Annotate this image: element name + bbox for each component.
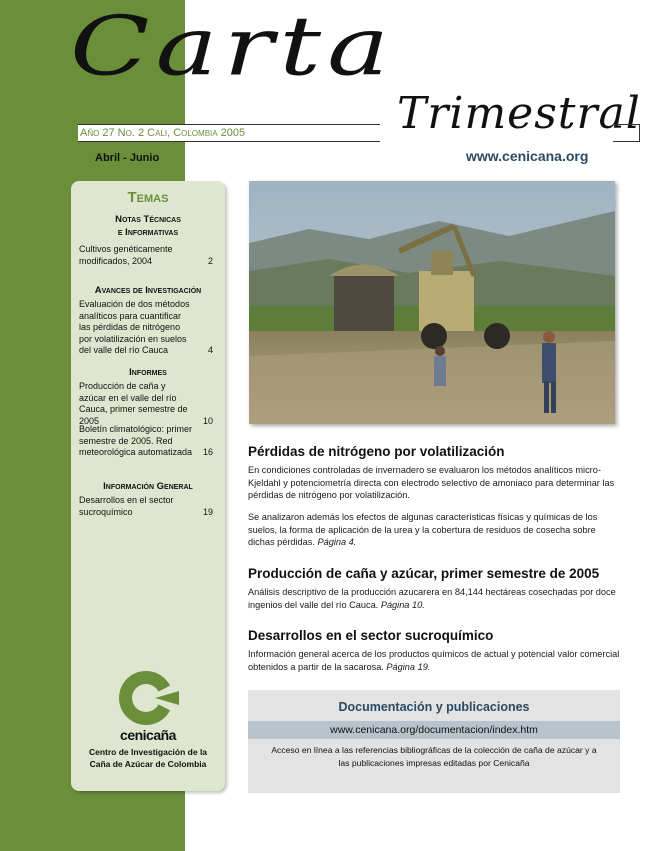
- article-title: Producción de caña y azúcar, primer semestre de 2005: [248, 566, 600, 581]
- toc-item[interactable]: [79, 424, 219, 459]
- documentation-box: [248, 690, 620, 793]
- toc-item-text: Producción de caña y azúcar en el valle del río Cauca, primer semestre de 2005: [79, 381, 188, 426]
- article-paragraph-text: Información general acerca de los productos químicos de actual y potencial valor comercial obtenidos a partir de la sacarosa.: [248, 649, 620, 672]
- article-paragraph-text: Análisis descriptivo de la producción azucarera en 84,144 hectáreas cosechadas por doce ingenios del valle del río Cauca.: [248, 587, 616, 610]
- article-page-ref[interactable]: Página 19.: [386, 661, 431, 672]
- toc-item-text: Desarrollos en el sector sucroquímico: [79, 495, 174, 517]
- toc-item-page: 16: [202, 447, 213, 457]
- article-paragraph-text: Se analizaron además los efectos de algunas características físicas y químicas de los suelos, la forma de aplicación de la urea y la cobertura de residuos de cosecha sobre dichas pérdidas.: [248, 512, 598, 547]
- issue-line: Año 27 No. 2 Cali, Colombia 2005: [78, 124, 380, 142]
- toc-item-text: Boletín climatológico: primer semestre de 2005. Red meteorológica automatizada: [79, 424, 193, 457]
- toc-item-text: Cultivos genéticamente modificados, 2004: [79, 244, 173, 266]
- documentation-title: Documentación y publicaciones: [338, 700, 530, 714]
- documentation-description: Acceso en línea a las referencias bibliográficas de la colección de caña de azúcar y a las publicaciones impresas editadas por Cenicaña: [271, 745, 597, 768]
- article-paragraph: En condiciones controladas de invernadero se evaluaron los métodos analíticos micro-Kjeldahl y potenciometría directa con electrodo selectivo de amoniaco para determinar las pérdidas de nitrógeno por volatilización.: [248, 465, 615, 500]
- logo-wordmark: cenicaña: [120, 727, 176, 743]
- article-paragraph: [248, 511, 620, 549]
- masthead-title: Carta: [70, 0, 396, 95]
- article-paragraph: [248, 648, 620, 673]
- toc-item[interactable]: [79, 381, 219, 427]
- documentation-link[interactable]: www.cenicana.org/documentacion/index.htm: [248, 721, 620, 739]
- toc-item-page: 4: [207, 345, 213, 355]
- table-of-contents: [71, 181, 225, 791]
- article-title: Desarrollos en el sector sucroquímico: [248, 628, 494, 643]
- masthead-rule: [613, 124, 640, 142]
- toc-item-page: 10: [202, 415, 213, 426]
- article-paragraph: [248, 586, 620, 611]
- article-page-ref[interactable]: Página 4.: [317, 537, 357, 547]
- toc-section-title: Notas Técnicas e Informativas: [115, 214, 181, 238]
- website-link[interactable]: www.cenicana.org: [466, 148, 589, 164]
- logo-caption: Centro de Investigación de la Caña de Azúcar de Colombia: [88, 747, 208, 769]
- toc-heading: Temas: [127, 189, 169, 206]
- toc-section-title: Avances de Investigación: [94, 285, 202, 296]
- toc-item-text: Evaluación de dos métodos analíticos para cuantificar las pérdidas de nitrógeno por volatilización en suelos del valle del río Cauca: [79, 299, 190, 355]
- article-title: Pérdidas de nitrógeno por volatilización: [248, 444, 505, 459]
- article-page-ref[interactable]: Página 10.: [380, 599, 425, 610]
- toc-item-page: 2: [207, 255, 213, 266]
- issue-period: Abril - Junio: [95, 152, 160, 164]
- masthead-subtitle: Trimestral: [397, 88, 641, 139]
- cover-photo: [249, 181, 615, 424]
- toc-item-page: 19: [202, 506, 213, 517]
- toc-item[interactable]: [79, 495, 219, 518]
- cenicana-logo-icon: [109, 669, 183, 727]
- toc-item[interactable]: [79, 299, 219, 357]
- toc-item[interactable]: [79, 244, 219, 267]
- toc-section-title: Información General: [103, 481, 193, 492]
- toc-section-title: Informes: [129, 367, 167, 378]
